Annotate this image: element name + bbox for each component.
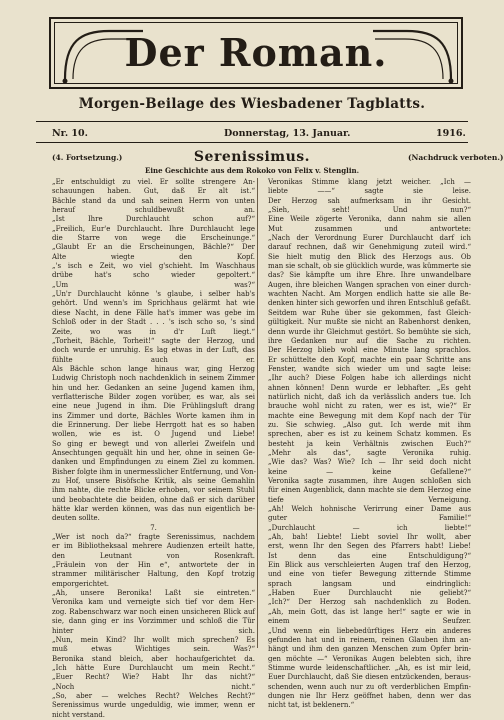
text-line: „Und wenn ein liebebedürftiges Herz ein anderes	[268, 626, 471, 635]
header-rule-top	[36, 121, 468, 122]
text-line: die Erinnerung. Der liebe Herrgott hat es so haben	[52, 420, 255, 429]
text-line: „Ah, mein Gott, das ist lange her!“ sagte er wie in	[268, 607, 471, 616]
text-line: ins Zimmer und dorte, Bächles Worte kamen ihm in	[52, 411, 255, 420]
text-line: hängt und ihm den ganzen Menschen zum Opfer brin-	[268, 645, 471, 654]
text-line: natürlich nicht, daß ich da verlässlich anders tue. Ich	[268, 392, 471, 401]
text-line: denn wurde ihr Gleichmut gestört. So bemühte sie sich,	[268, 327, 471, 336]
text-line: liebte ——“ sagte sie leise.	[268, 187, 471, 196]
text-line: Sie hielt mutig den Blick des Herzogs aus. Ob	[268, 252, 471, 261]
text-line: zu. Sie schwieg. „Also gut. Ich werde mit ihm	[268, 420, 471, 429]
text-line: und beobachtete die beiden, ohne daß er sich darüber	[52, 495, 255, 504]
issue-info-bar	[48, 128, 466, 140]
text-line: „Ah, unsere Beronika! Laßt sie eintreten.“	[52, 589, 255, 598]
text-line: einem Seufzer.	[268, 617, 471, 626]
text-line: darauf rechnen, daß wir Genehmigung zuteil wird.“	[268, 243, 471, 252]
text-line: wachten Nacht. Am Morgen endlich hatte sie alle Be-	[268, 290, 471, 299]
text-line: Mut zusammen und antwortete:	[268, 224, 471, 233]
text-line: nicht tat, ist beklenern.“	[268, 701, 355, 710]
text-line: hin und her. Gedanken an seine Jugend kamen ihm,	[52, 383, 255, 392]
text-line: brauche wohl nicht zu raten, wer es ist, wie?“ Er	[268, 402, 471, 411]
text-line: Ludwig Christoph noch nachdenklich in seinem Zimmer	[52, 374, 255, 383]
text-line: hätte klar werden können, was das nun eigentlich be-	[52, 505, 255, 514]
header-rule-bottom	[36, 142, 468, 143]
text-line: „Torheit, Bächle, Torheit!“ sagte der Herzog, und	[52, 336, 255, 345]
text-line: „Ich?“ Der Herzog sah nachdenklich zu Boden.	[268, 598, 471, 607]
text-line: „'s isch e Zeit, wo viel g'schieht. Im Waschhaus	[52, 262, 255, 271]
text-line: denken hinter sich geworfen und ihren Entschluß gefaßt.	[268, 299, 471, 308]
text-line: strammer militärischer Haltung, den Kopf trotzig	[52, 570, 255, 579]
text-line: hinter sich.	[52, 626, 255, 635]
issue-year: 1916.	[436, 128, 466, 139]
text-line: „Euer Recht? Wie? Habt Ihr das nicht?“	[52, 673, 255, 682]
text-line: „Ah! Welch hohnische Verirrung einer Dame aus	[268, 505, 471, 514]
text-line: ihm nahte, die rechte Blicke erhoben, vor seinem Stuhl	[52, 486, 255, 495]
text-line: „Freilich, Eur'e Durchlaucht. Ihre Durchlaucht lege	[52, 224, 255, 233]
text-line: Euer Durchlaucht, daß Sie diesen entzückenden, beraus-	[268, 673, 471, 682]
text-line: diese Nacht, in dene Fälle hat's immer was gebe im	[52, 308, 255, 317]
text-line: „Mehr als das“, sagte Veronika ruhig.	[268, 448, 471, 457]
text-line: machte eine Bewegung mit dem Kopf nach der Tür	[268, 411, 471, 420]
text-line: Ist denn das eine Entschuldigung?“	[268, 551, 471, 560]
text-line: zog. Rabenschwarz war noch einen unsicheren Blick auf	[52, 607, 255, 616]
masthead-title: Der Roman.	[124, 30, 388, 75]
text-line: nicht verstand.	[52, 710, 105, 719]
text-line: guter Familie!“	[268, 514, 471, 523]
text-line: keine — keine Gefallene?“	[268, 467, 471, 476]
text-line: Augen, ihre bleichen Wangen sprachen von einer durch-	[268, 280, 471, 289]
text-line: und eine von tiefer Bewegung zitternde Stimme	[268, 570, 471, 579]
text-line: doch wurde er unruhig. Es lag etwas in der Luft, das	[52, 346, 255, 355]
text-line: „Un'r Durchlaucht könne 's glaube, i selber hab's	[52, 290, 255, 299]
text-line: fühlte auch er.	[52, 355, 255, 364]
text-line: gen möchte —“ Veronikas Augen belebten sich, ihre	[268, 654, 471, 663]
text-line: So ging er bewegt und von allerlei Zweifeln und	[52, 439, 255, 448]
text-line: gültigkeit. Nur mußte sie nicht an Rabenhorst denken,	[268, 318, 471, 327]
text-line: Bächle stand da und sah seinen Herrn von unten	[52, 196, 255, 205]
text-line: Beronika stand bleich, aber hochaufgerichtet da.	[52, 654, 255, 663]
text-line: „Nun, mein Kind? Ihr wollt mich sprechen? Es	[52, 635, 255, 644]
text-line: Stimme wurde leidenschaftlicher. „Ah, es ist mir leid,	[268, 663, 471, 672]
text-line: Ansechtungen gequält hin und her, ohne in seinen Ge-	[52, 448, 255, 457]
text-line: Serenissimus wurde ungeduldig, wie immer, wenn er	[52, 701, 255, 710]
text-line: besteht ja kein Verhältnis zwischen Euch?“	[268, 439, 471, 448]
text-line: den Leutnant von Rosenkraft.	[52, 551, 255, 560]
story-title: Serenissimus.	[193, 149, 311, 165]
text-line: dungen nie Ihr Herz geöffnet haben, denn wer das	[268, 691, 471, 700]
text-line: „Ist Ihre Durchlaucht schon auf?“	[52, 215, 255, 224]
text-line: deuten sollte.	[52, 514, 100, 523]
text-line: Ein Blick aus verschleierten Augen traf den Herzog,	[268, 561, 471, 570]
masthead-subtitle: Morgen-Beilage des Wiesbadener Tagblatts.	[78, 96, 426, 112]
text-line: eine neue Jugend in ihm. Die Frühlingsluft drang	[52, 402, 255, 411]
text-line: „So, aber — welches Recht? Welches Recht?“	[52, 691, 255, 700]
text-line: Schloß oder in der Stadt . . . 's isch scho so, 's sind	[52, 318, 255, 327]
text-line: Veronika kam und verneigte sich tief vor dem Her-	[52, 598, 255, 607]
text-line: schauungen haben. Gut, daß Er alt ist.“	[52, 187, 255, 196]
text-line: wollen, wie es ist. O Jugend und Liebe!	[52, 430, 255, 439]
text-line: Fenster, wandte sich wieder um und sagte leise:	[268, 364, 471, 373]
text-line: ihre Gedanken nur auf die Sache zu richten.	[268, 336, 471, 345]
text-line: sprechen, aber es ist zu keinem Schatz kommen. Es	[268, 430, 471, 439]
text-line: „Haben Euer Durchlaucht nie geliebt?“	[268, 589, 471, 598]
text-line: Bisher folgte ihm in unermesslicher Entfernung, und Von-	[52, 467, 256, 476]
text-line: für einen Augenblick, dann machte sie dem Herzog eine	[268, 486, 471, 495]
text-line: das? Sie kämpfte um ihre Ehre. Ihre unwandelbare	[268, 271, 471, 280]
text-line: ahnen können! Denn wurde er lebhafter. „Es geht	[268, 383, 471, 392]
text-line: schenden, wenn auch nur zu oft verderblichen Empfin-	[268, 682, 471, 691]
text-line: danken und Empfindungen zu einem Ziel zu kommen.	[52, 458, 255, 467]
text-line: Seitdem war Ruhe über sie gekommen, fast Gleich-	[268, 308, 471, 317]
text-line: erst, wenn Ihr den Segen des Pfarrers habt! Liebe!	[268, 542, 471, 551]
column-divider	[257, 178, 258, 648]
masthead-frame	[49, 17, 463, 89]
text-line: sie, dann ging er ins Vorzimmer und schloß die Tür	[52, 617, 255, 626]
text-line: „Ah, bah! Liebte! Liebt soviel Ihr wollt, aber	[268, 533, 471, 542]
text-line: „Ihr auch? Diese Folgen habe ich allerdings nicht	[268, 374, 471, 383]
text-line: „Ich hätte Eure Durchlaucht um mein Recht.“	[52, 663, 255, 672]
text-line: „Noch nicht.“	[52, 682, 255, 691]
text-line: „Durchlaucht — ich liebte!“	[268, 523, 471, 532]
text-line: muß etwas Wichtiges sein. Was?“	[52, 645, 255, 654]
text-line: sprach langsam und eindringlich:	[268, 579, 471, 588]
text-line: tiefe Verneigung.	[268, 495, 471, 504]
text-line: herauf schuldbewußt an.	[52, 206, 255, 215]
text-line: gefunden hat und in reinem, reinen Glauben ihm an-	[268, 635, 471, 644]
text-line: Eine Weile zögerte Veronika, dann nahm sie allen	[268, 215, 471, 224]
text-line: verflatterische Bilder zogen vorüber, es war, als sei	[52, 392, 255, 401]
issue-date: Donnerstag, 13. Januar.	[224, 128, 351, 139]
text-line: „Glaubt Er an die Erscheinungen, Bächle?“ Der	[52, 243, 255, 252]
text-line: zu Hof, unsere Bisöfsche Kritik, als seine Gemahlin	[52, 477, 255, 485]
text-line: Veronika sagte zusammen, ihre Augen schloßen sich	[268, 477, 471, 485]
text-line: „Fräulein von der Hin e“, antwortete der in	[52, 561, 255, 570]
text-line: „Wie das? Was? Wie? Ich — Ihr seid doch nicht	[268, 458, 471, 467]
text-line: gehört. Und wenn's im Sprichhaus gelärmt hat wie	[52, 299, 255, 308]
text-line: er im Bibliotheksaal mehrere Audienzen erteilt hatte,	[52, 542, 255, 551]
text-line: Alte wiegte den Kopf.	[52, 252, 255, 261]
issue-number: Nr. 10.	[52, 128, 88, 139]
text-line: Zeite, wo was in d'r Luft liegt.“	[52, 327, 255, 336]
reprint-notice: (Nachdruck verboten.)	[408, 153, 504, 162]
text-column-left	[52, 178, 255, 720]
story-byline: Eine Geschichte aus dem Rokoko von Felix v. Stenglin.	[144, 166, 360, 175]
text-line: Veronikas Stimme klang jetzt weicher. „Ich —	[268, 178, 471, 186]
text-line: „Er entschuldigt zu viel. Er sollte strengere An-	[52, 178, 255, 186]
text-line: Als Bächle schon lange hinaus war, ging Herzog	[52, 364, 255, 373]
text-line: drübe hat's scho wieder gepoltert.“	[52, 271, 255, 280]
text-line: emporgerichtet.	[52, 579, 109, 588]
continuation-label: (4. Fortsetzung.)	[52, 153, 123, 162]
text-line: „Sieh, seht! Und nun?“	[268, 206, 471, 215]
text-line: man sie schalt, ob sie glücklich wurde, was kümmerte sie	[268, 262, 471, 271]
text-line: „Wer ist noch da?“ fragte Serenissimus, nachdem	[52, 533, 255, 542]
text-line: 7.	[150, 523, 157, 532]
text-line: „Nach der Verordnung Eurer Durchlaucht darf ich	[268, 234, 471, 243]
text-line: Der Herzog blieb wohl eine Minute lang sprachlos.	[268, 346, 471, 355]
text-line: „Um was?“	[52, 280, 255, 289]
text-column-right	[268, 178, 471, 711]
text-line: Er schüttelte den Kopf, machte ein paar Schritte ans	[268, 355, 471, 364]
text-line: Der Herzog sah aufmerksam in ihr Gesicht.	[268, 196, 471, 205]
text-line: die Starre von wege die Erscheinunge.“	[52, 234, 255, 243]
